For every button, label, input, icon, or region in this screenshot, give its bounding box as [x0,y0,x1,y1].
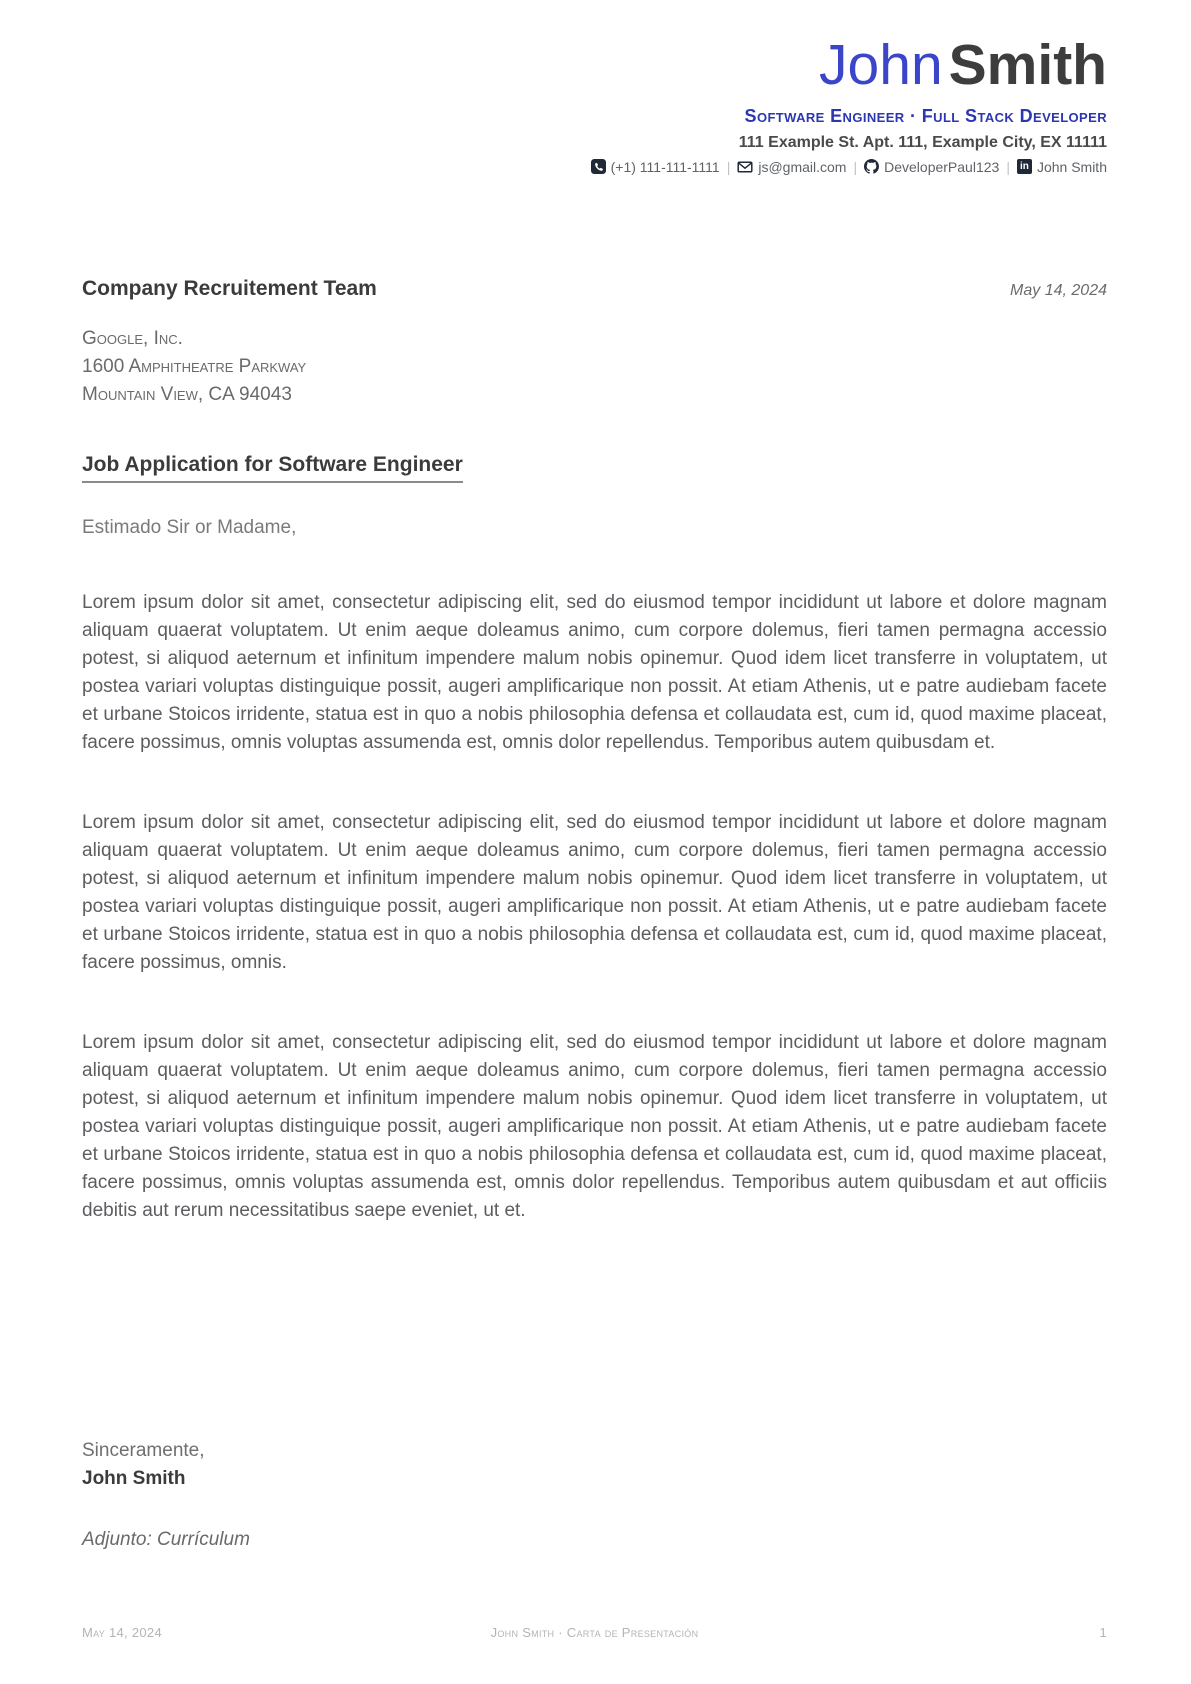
github-contact[interactable] [864,159,999,175]
first-name: John [819,33,943,97]
body-paragraph: Lorem ipsum dolor sit amet, consectetur adipiscing elit, sed do eiusmod tempor incididunt ut labore et dolore magnam aliquam quaerat voluptatem. Ut enim aeque doleamus animo, cum corpore dolemus, fieri tamen permagna accessio potest, si aliquod aeternum et infinitum impendere malum nobis opinemur. Quod idem licet transferre in voluptatem, ut postea variari voluptas distinguique possit, augeri amplificarique non possit. At etiam Athenis, ut e patre audiebam facete et urbane Stoicos irridente, statua est in quo a nobis philosophia defensa et collaudata est, cum id, quod maxime placeat, facere possimus, omnis voluptas assumenda est, omnis dolor repellendus. Temporibus autem quibusdam et. [82,591,1107,753]
letter-date: May 14, 2024 [1010,281,1107,299]
phone-contact[interactable] [591,159,720,175]
footer-date: May 14, 2024 [82,1625,162,1640]
phone-number: (+1) 111-111-1111 [610,158,720,175]
contact-separator: | [726,158,731,175]
company-address-line: Mountain View, CA 94043 [82,383,292,405]
company-address-block [82,325,1107,409]
letter-header [82,33,1107,175]
job-subtitle: Software Engineer · Full Stack Developer [744,105,1107,126]
letter-title: Job Application for Software Engineer [82,453,463,483]
sender-address: 111 Example St. Apt. 111, Example City, EX 11111 [738,133,1107,151]
linkedin-contact[interactable] [1017,159,1107,175]
body-paragraph: Lorem ipsum dolor sit amet, consectetur adipiscing elit, sed do eiusmod tempor incididunt ut labore et dolore magnam aliquam quaerat voluptatem. Ut enim aeque doleamus animo, cum corpore dolemus, fieri tamen permagna accessio potest, si aliquod aeternum et infinitum impendere malum nobis opinemur. Quod idem licet transferre in voluptatem, ut postea variari voluptas distinguique possit, augeri amplificarique non possit. At etiam Athenis, ut e patre audiebam facete et urbane Stoicos irridente, statua est in quo a nobis philosophia defensa et collaudata est, cum id, quod maxime placeat, facere possimus, omnis. [82,811,1107,973]
contact-separator: | [853,158,858,175]
signature-name: John Smith [82,1467,186,1489]
company-address-line: 1600 Amphitheatre Parkway [82,355,307,377]
footer-center-text: John Smith · Carta de Presentación [490,1625,699,1640]
phone-icon [591,159,606,174]
recipient-row [82,277,1107,301]
last-name: Smith [948,33,1107,97]
footer-page-number: 1 [1099,1625,1107,1640]
page-footer [82,1625,1107,1640]
enclosure-note: Adjunto: Currículum [82,1528,250,1550]
recipient-heading: Company Recruitement Team [82,276,377,300]
company-name: Google, Inc. [82,327,183,349]
email-contact[interactable] [737,159,846,175]
closing-salutation: Sinceramente, [82,1439,205,1461]
github-username: DeveloperPaul123 [884,158,1000,175]
github-icon [864,159,879,174]
contact-separator: | [1006,158,1010,175]
linkedin-icon: in [1017,159,1032,174]
closing-block [82,1437,1107,1493]
contact-line [82,159,1107,175]
linkedin-name: John Smith [1036,158,1107,175]
email-address: js@gmail.com [758,158,847,175]
body-paragraph: Lorem ipsum dolor sit amet, consectetur adipiscing elit, sed do eiusmod tempor incididunt ut labore et dolore magnam aliquam quaerat voluptatem. Ut enim aeque doleamus animo, cum corpore dolemus, fieri tamen permagna accessio potest, si aliquod aeternum et infinitum impendere malum nobis opinemur. Quod idem licet transferre in voluptatem, ut postea variari voluptas distinguique possit, augeri amplificarique non possit. At etiam Athenis, ut e patre audiebam facete et urbane Stoicos irridente, statua est in quo a nobis philosophia defensa et collaudata est, cum id, quod maxime placeat, facere possimus, omnis voluptas assumenda est, omnis dolor repellendus. Temporibus autem quibusdam et aut officiis debitis aut rerum necessitatibus saepe eveniet, ut et. [82,1031,1107,1221]
email-icon [737,160,753,174]
greeting: Estimado Sir or Madame, [82,516,297,538]
person-name [82,33,1107,97]
